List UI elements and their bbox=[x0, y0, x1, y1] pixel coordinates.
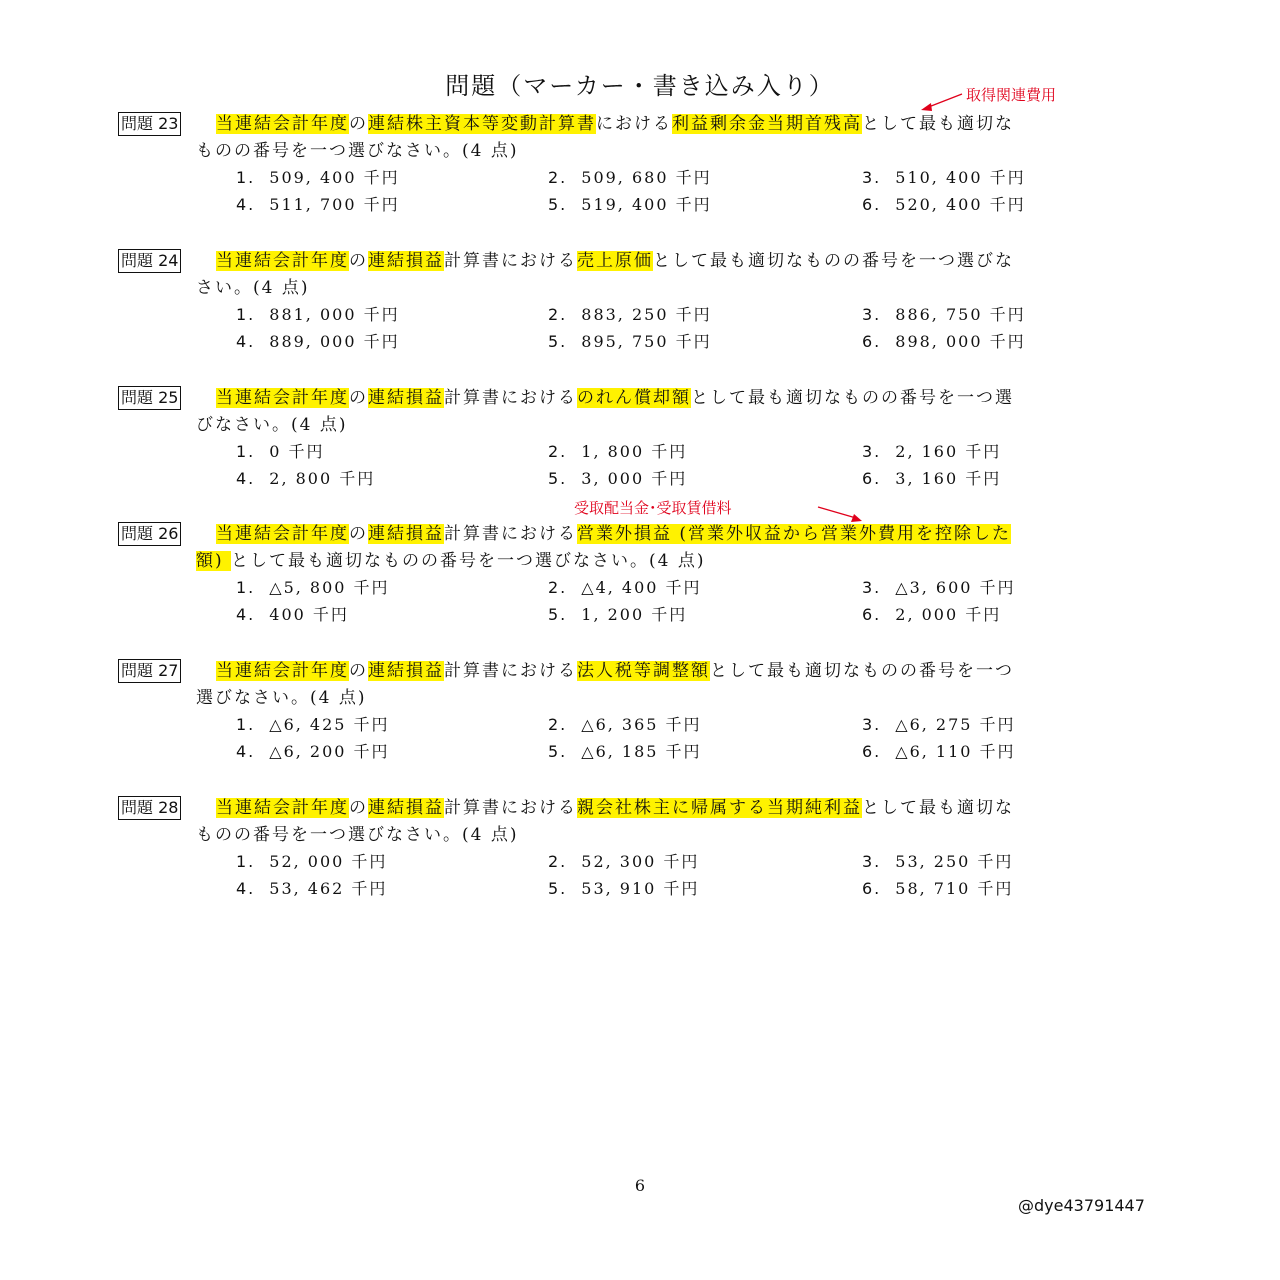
question-text-segment: の bbox=[349, 524, 368, 544]
choice-value: 2, 000 千円 bbox=[895, 605, 1002, 624]
question-line bbox=[118, 794, 1188, 898]
question-text-segment: 選びなさい。(4 点) bbox=[196, 688, 367, 708]
choice-number: 4. bbox=[236, 879, 256, 898]
question-text-segment: さい。(4 点) bbox=[196, 278, 310, 298]
answer-choice bbox=[236, 875, 387, 903]
answer-choice bbox=[236, 301, 400, 329]
question-block bbox=[118, 657, 1188, 761]
question-text-segment: として最も適切なものの番号を一つ選 bbox=[691, 388, 1014, 408]
question-text-segment: の bbox=[349, 114, 368, 134]
question-line bbox=[118, 657, 1188, 761]
question-number-label: 問題 23 bbox=[118, 112, 181, 136]
choice-value: 2, 160 千円 bbox=[895, 442, 1002, 461]
answer-choice bbox=[862, 328, 1026, 356]
answer-choice bbox=[548, 191, 712, 219]
question-number-label: 問題 25 bbox=[118, 386, 181, 410]
question-line bbox=[118, 520, 1188, 624]
choice-value: △6, 365 千円 bbox=[581, 715, 702, 734]
question-number-label: 問題 26 bbox=[118, 522, 181, 546]
answer-choice bbox=[862, 711, 1016, 739]
choice-value: 895, 750 千円 bbox=[581, 332, 712, 351]
choice-number: 6. bbox=[862, 879, 882, 898]
question-text-segment: として最も適切なものの番号を一つ選びなさい。(4 点) bbox=[231, 551, 706, 571]
question-text-continued bbox=[196, 412, 347, 438]
answer-choice bbox=[236, 438, 325, 466]
choice-number: 2. bbox=[548, 305, 568, 324]
choice-number: 1. bbox=[236, 168, 256, 187]
choice-number: 1. bbox=[236, 305, 256, 324]
answer-choice bbox=[862, 848, 1013, 876]
answer-choice bbox=[862, 438, 1001, 466]
choice-value: 3, 000 千円 bbox=[581, 469, 688, 488]
highlighted-text: 連結損益 bbox=[368, 798, 444, 818]
choice-number: 3. bbox=[862, 852, 882, 871]
question-text-continued bbox=[196, 685, 366, 711]
question-block bbox=[118, 520, 1188, 624]
question-text-segment: における bbox=[596, 114, 672, 134]
answer-choice bbox=[236, 465, 375, 493]
answer-choice bbox=[862, 164, 1026, 192]
annotation-acquisition-costs: 取得関連費用 bbox=[966, 86, 1057, 104]
answer-choice bbox=[862, 465, 1001, 493]
answer-choice bbox=[548, 328, 712, 356]
question-text-segment: 計算書における bbox=[444, 251, 577, 271]
choice-value: 58, 710 千円 bbox=[895, 879, 1014, 898]
choice-value: 1, 800 千円 bbox=[581, 442, 688, 461]
highlighted-text: 連結損益 bbox=[368, 251, 444, 271]
choice-value: 53, 462 千円 bbox=[269, 879, 388, 898]
question-text-continued bbox=[196, 822, 518, 848]
question-block bbox=[118, 110, 1188, 214]
choice-number: 2. bbox=[548, 168, 568, 187]
answer-choice bbox=[236, 328, 400, 356]
question-text bbox=[216, 794, 1014, 822]
highlighted-text: 当連結会計年度 bbox=[216, 388, 349, 408]
choice-number: 4. bbox=[236, 195, 256, 214]
question-text-continued bbox=[196, 138, 518, 164]
question-text-segment: 計算書における bbox=[444, 798, 577, 818]
question-text-segment: の bbox=[349, 388, 368, 408]
choice-value: 0 千円 bbox=[269, 442, 325, 461]
answer-choice bbox=[236, 738, 390, 766]
answer-choice bbox=[548, 711, 702, 739]
choice-number: 3. bbox=[862, 715, 882, 734]
highlighted-text: 営業外損益 (営業外収益から営業外費用を控除した bbox=[577, 524, 1012, 544]
choice-number: 6. bbox=[862, 332, 882, 351]
highlighted-text: 額) bbox=[196, 551, 232, 571]
question-text-segment: の bbox=[349, 798, 368, 818]
answer-choice bbox=[236, 164, 400, 192]
choice-number: 3. bbox=[862, 168, 882, 187]
question-text-segment: として最も適切なものの番号を一つ選びな bbox=[653, 251, 1014, 271]
choice-number: 6. bbox=[862, 195, 882, 214]
question-text-segment: 計算書における bbox=[444, 388, 577, 408]
answer-choice bbox=[236, 848, 387, 876]
question-text-continued bbox=[196, 275, 309, 301]
choice-value: △5, 800 千円 bbox=[269, 578, 390, 597]
choice-number: 4. bbox=[236, 332, 256, 351]
choice-value: 53, 910 千円 bbox=[581, 879, 700, 898]
choice-value: 400 千円 bbox=[269, 605, 349, 624]
question-text bbox=[216, 520, 1011, 548]
question-text bbox=[216, 110, 1014, 138]
choice-value: △6, 425 千円 bbox=[269, 715, 390, 734]
question-text-segment: ものの番号を一つ選びなさい。(4 点) bbox=[196, 825, 519, 845]
choice-number: 2. bbox=[548, 715, 568, 734]
question-block bbox=[118, 794, 1188, 898]
author-handle: @dye43791447 bbox=[1018, 1196, 1145, 1215]
choice-number: 6. bbox=[862, 742, 882, 761]
choice-number: 6. bbox=[862, 469, 882, 488]
choice-value: 1, 200 千円 bbox=[581, 605, 688, 624]
choice-number: 2. bbox=[548, 852, 568, 871]
highlighted-text: 連結損益 bbox=[368, 661, 444, 681]
highlighted-text: 当連結会計年度 bbox=[216, 114, 349, 134]
question-number-label: 問題 28 bbox=[118, 796, 181, 820]
question-text bbox=[216, 384, 1014, 412]
highlighted-text: 当連結会計年度 bbox=[216, 798, 349, 818]
highlighted-text: 連結損益 bbox=[368, 524, 444, 544]
choice-value: 519, 400 千円 bbox=[581, 195, 712, 214]
choice-number: 1. bbox=[236, 852, 256, 871]
choice-value: 511, 700 千円 bbox=[269, 195, 400, 214]
choice-number: 4. bbox=[236, 742, 256, 761]
highlighted-text: 当連結会計年度 bbox=[216, 251, 349, 271]
highlighted-text: 売上原価 bbox=[577, 251, 653, 271]
answer-choice bbox=[548, 301, 712, 329]
page-title: 問題（マーカー・書き込み入り） bbox=[445, 72, 835, 100]
choice-number: 2. bbox=[548, 442, 568, 461]
highlighted-text: のれん償却額 bbox=[577, 388, 691, 408]
highlighted-text: 当連結会計年度 bbox=[216, 661, 349, 681]
answer-choice bbox=[862, 574, 1016, 602]
answer-choice bbox=[548, 738, 702, 766]
choice-value: △3, 600 千円 bbox=[895, 578, 1016, 597]
choice-value: 889, 000 千円 bbox=[269, 332, 400, 351]
question-text-segment: ものの番号を一つ選びなさい。(4 点) bbox=[196, 141, 519, 161]
question-text-continued bbox=[196, 548, 706, 574]
choice-value: 52, 000 千円 bbox=[269, 852, 388, 871]
choice-value: 53, 250 千円 bbox=[895, 852, 1014, 871]
highlighted-text: 親会社株主に帰属する当期純利益 bbox=[577, 798, 862, 818]
choice-number: 1. bbox=[236, 578, 256, 597]
choice-number: 5. bbox=[548, 332, 568, 351]
arrow-line-2 bbox=[818, 507, 856, 518]
choice-number: 3. bbox=[862, 305, 882, 324]
choice-value: △6, 275 千円 bbox=[895, 715, 1016, 734]
question-text-segment: の bbox=[349, 251, 368, 271]
choice-number: 5. bbox=[548, 742, 568, 761]
choice-number: 3. bbox=[862, 578, 882, 597]
choice-number: 6. bbox=[862, 605, 882, 624]
choice-number: 4. bbox=[236, 605, 256, 624]
choice-value: 52, 300 千円 bbox=[581, 852, 700, 871]
choice-value: 881, 000 千円 bbox=[269, 305, 400, 324]
choice-value: 886, 750 千円 bbox=[895, 305, 1026, 324]
choice-value: 509, 680 千円 bbox=[581, 168, 712, 187]
choice-value: 520, 400 千円 bbox=[895, 195, 1026, 214]
annotation-dividends-rent: 受取配当金･受取賃借料 bbox=[574, 499, 732, 517]
question-line bbox=[118, 110, 1188, 214]
answer-choice bbox=[236, 574, 390, 602]
choice-number: 3. bbox=[862, 442, 882, 461]
choice-number: 4. bbox=[236, 469, 256, 488]
choice-value: △6, 200 千円 bbox=[269, 742, 390, 761]
answer-choice bbox=[548, 465, 687, 493]
choice-value: 510, 400 千円 bbox=[895, 168, 1026, 187]
question-text-segment: びなさい。(4 点) bbox=[196, 415, 348, 435]
question-text-segment: 計算書における bbox=[444, 661, 577, 681]
answer-choice bbox=[548, 438, 687, 466]
answer-choice bbox=[236, 601, 349, 629]
question-text-segment: 計算書における bbox=[444, 524, 577, 544]
question-number-label: 問題 27 bbox=[118, 659, 181, 683]
highlighted-text: 法人税等調整額 bbox=[577, 661, 710, 681]
choice-value: △4, 400 千円 bbox=[581, 578, 702, 597]
answer-choice bbox=[548, 875, 699, 903]
answer-choice bbox=[548, 601, 687, 629]
choice-value: 883, 250 千円 bbox=[581, 305, 712, 324]
question-text bbox=[216, 657, 1014, 685]
page-number: 6 bbox=[634, 1176, 646, 1195]
choice-number: 5. bbox=[548, 605, 568, 624]
highlighted-text: 当連結会計年度 bbox=[216, 524, 349, 544]
choice-value: △6, 110 千円 bbox=[895, 742, 1016, 761]
answer-choice bbox=[862, 738, 1016, 766]
answer-choice bbox=[236, 191, 400, 219]
answer-choice bbox=[862, 301, 1026, 329]
choice-value: 898, 000 千円 bbox=[895, 332, 1026, 351]
highlighted-text: 連結株主資本等変動計算書 bbox=[368, 114, 596, 134]
answer-choice bbox=[862, 875, 1013, 903]
question-block bbox=[118, 247, 1188, 351]
answer-choice bbox=[862, 601, 1001, 629]
choice-value: 3, 160 千円 bbox=[895, 469, 1002, 488]
question-block bbox=[118, 384, 1188, 488]
question-text-segment: として最も適切な bbox=[862, 798, 1014, 818]
choice-number: 1. bbox=[236, 442, 256, 461]
highlighted-text: 連結損益 bbox=[368, 388, 444, 408]
choice-number: 5. bbox=[548, 879, 568, 898]
answer-choice bbox=[548, 164, 712, 192]
choice-number: 5. bbox=[548, 195, 568, 214]
choice-number: 1. bbox=[236, 715, 256, 734]
answer-choice bbox=[548, 848, 699, 876]
question-text bbox=[216, 247, 1014, 275]
question-line bbox=[118, 247, 1188, 351]
choice-number: 5. bbox=[548, 469, 568, 488]
choice-value: △6, 185 千円 bbox=[581, 742, 702, 761]
choice-value: 509, 400 千円 bbox=[269, 168, 400, 187]
question-text-segment: として最も適切なものの番号を一つ bbox=[710, 661, 1014, 681]
highlighted-text: 利益剰余金当期首残高 bbox=[672, 114, 862, 134]
answer-choice bbox=[548, 574, 702, 602]
choice-value: 2, 800 千円 bbox=[269, 469, 376, 488]
question-number-label: 問題 24 bbox=[118, 249, 181, 273]
choice-number: 2. bbox=[548, 578, 568, 597]
answer-choice bbox=[236, 711, 390, 739]
answer-choice bbox=[862, 191, 1026, 219]
question-text-segment: の bbox=[349, 661, 368, 681]
question-text-segment: として最も適切な bbox=[862, 114, 1014, 134]
question-line bbox=[118, 384, 1188, 488]
